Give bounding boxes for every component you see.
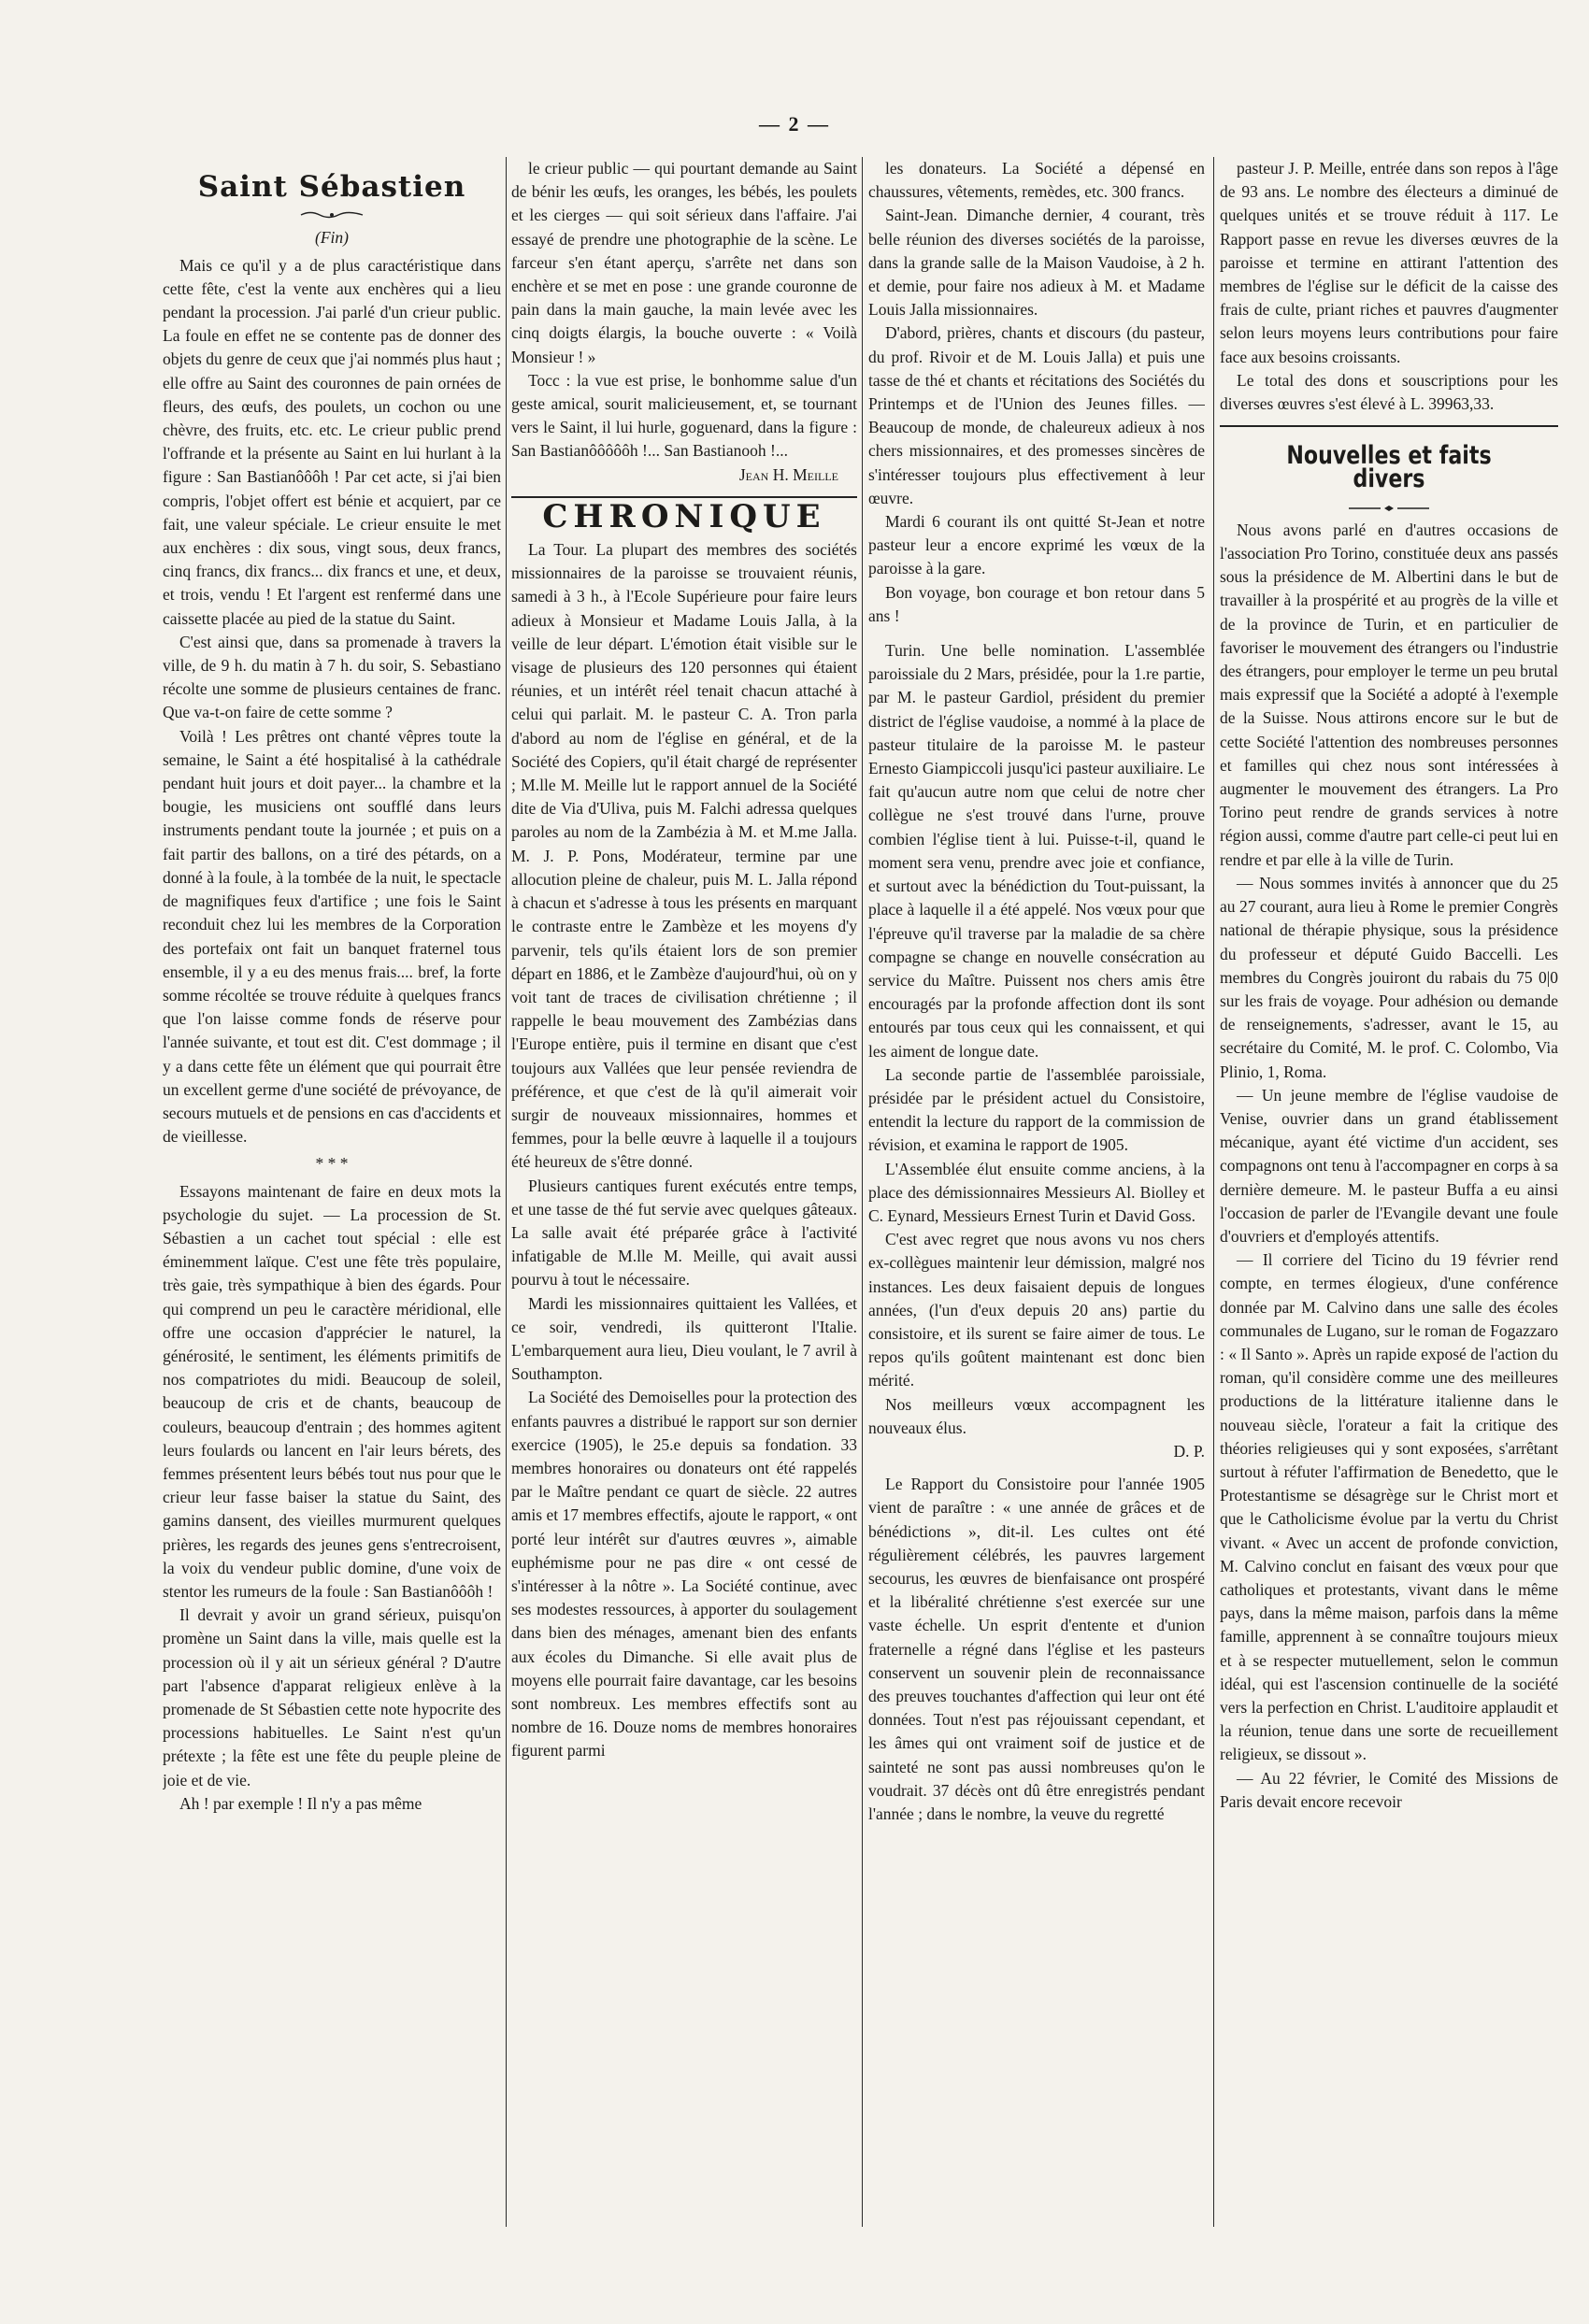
paragraph: La Tour. La plupart des membres des sociétés missionnaires de la paroisse se trouvaient réunis, samedi à 3 h., à l'Ecole Supérieure pour faire leurs adieux à Monsieur et Madame Louis Jalla, à la veille de leur départ. L'émotion était visible sur le visage de plusieurs des 120 personnes qui étaient réunies, et un intérêt réel tenait chacun attaché à celui qui parlait. M. le pasteur C. A. Tron parla d'abord au nom de l'église en général, et de la Société des Copiers, qu'il était chargé de représenter ; M.lle M. Meille lut le rapport annuel de la Société dite de Via d'Uliva, puis M. Falchi adressa quelques paroles au nom de la Zambézia à M. et M.me Jalla. M. J. P. Pons, Modérateur, termine par une allocution pleine de chaleur, puis M. L. Jalla répond à chacun et s'adresse à tous les présents en marquant le contraste entre le Zambèze et les moyens d'y parvenir, tels qu'ils étaient lors de son premier départ en 1886, et le Zambèze d'aujourd'hui, où on y voit tant de traces de civilisation chrétienne ; il rappelle le beau mouvement des Zambézias dans l'Europe entière, puis il termine en disant que c'est toujours aux Vallées que leur pensée reviendra de préférence, et que c'est de là qu'il aimerait voir surgir de nouveaux missionnaires, hommes et femmes, pour la belle œuvre à laquelle il a toujours été heureux de s'être donné. — [511, 540, 857, 1172]
paragraph: Tocc : la vue est prise, le bonhomme salue d'un geste amical, sourit malicieusement, et, se tournant vers le Saint, il lui hurle, goguenard, dans la figure : San Bastianôôôôôh !... San Bastianooh !... — [511, 370, 857, 461]
column-4 — [1220, 157, 1558, 2231]
paragraph: Mardi les missionnaires quittaient les Vallées, et ce soir, vendredi, ils quitteront l'Italie. L'embarquement aura lieu, Dieu voulant, le 7 avril à Southampton. — [511, 1293, 857, 1384]
paragraph: Nos meilleurs vœux accompagnent les nouveaux élus. — [868, 1394, 1205, 1437]
paragraph: Bon voyage, bon courage et bon retour dans 5 ans ! — [868, 582, 1205, 625]
page-number: — 2 — — [759, 112, 830, 135]
paragraph: Mardi 6 courant ils ont quitté St-Jean et notre pasteur leur a encore exprimé les vœux de la paroisse à la gare. — [868, 512, 1205, 578]
paragraph: Le Rapport du Consistoire pour l'année 1905 vient de paraître : « une année de grâces et de bénédictions », dit-il. Les cultes ont été régulièrement célébrés, les pauvres largement secourus, les œuvres de bienfaisance ont prospéré et la libéralité chrétienne s'est exercée sur une vaste échelle. Un esprit d'entente et d'union fraternelle a régné dans l'église et les pasteurs conservent un souvenir plein de reconnaissance des preuves touchantes d'affection qui leur ont été données. Tout n'est pas réjouissant cependant, et les âmes qui ont vraiment soif de justice et de sainteté ne sont pas aussi nombreuses qu'on le voudrait. 37 décès ont dû être enregistrés pendant l'année ; dans le nombre, la veuve du regretté — [868, 1475, 1205, 1824]
section-title: Nouvelles et faits divers — [1286, 441, 1492, 494]
article-subtitle: (Fin) — [315, 228, 349, 248]
column-2 — [511, 157, 857, 2231]
paragraph: pasteur J. P. Meille, entrée dans son repos à l'âge de 93 ans. Le nombre des électeurs a diminué de quelques unités et se trouve réduit à 117. Le Rapport passe en revue les diverses œuvres de la paroisse et termine en attirant l'attention des membres de l'église sur le déficit de la caisse des frais de culte, priant riches et pauvres d'augmenter selon leurs moyens leurs contributions pour faire face aux besoins croissants. — [1220, 159, 1558, 366]
section-title: CHRONIQUE — [542, 497, 826, 535]
paragraph: le crieur public — qui pourtant demande au Saint de bénir les œufs, les oranges, les bébés, les poulets et les cierges — qui soit sérieux dans l'affaire. J'ai essayé de prendre une photographie de la scène. Le farceur s'en étant aperçu, s'arrête net dans son enchère et se met en pose : une grande couronne de pain dans la main gauche, la main levée avec les cinq doigts élargis, la bouche ouverte : « Voilà Monsieur ! » — [511, 159, 857, 366]
paragraph: — Il corriere del Ticino du 19 février rend compte, en termes élogieux, d'une conférence donnée par M. Calvino dans une salle des écoles communales de Lugano, sur le roman de Fogazzaro : « Il Santo ». Après un rapide exposé de l'action du roman, qu'il considère comme une des meilleures productions de la littérature italienne dans le nouveau siècle, l'orateur a fait la critique des théories religieuses qui y sont exposées, s'arrêtant surtout à réfuter l'affirmation de Benedetto, que le Protestantisme se désagrège sur le Christ mort et que le Catholicisme évolue par la vertu du Christ vivant. « Avec un accent de profonde conviction, M. Calvino conclut en faisant des vœux pour que catholiques et protestants, vivant dans le même pays, dans la même maison, parfois dans la même famille, apprennent à se connaître toujours mieux et à se respecter mutuellement, selon le commun idéal, qui est l'ascension continuelle de la société vers la perfection en Christ. L'auditoire applaudit et la réunion, tenue dans une sorte de recueillement religieux, se dissout ». — [1220, 1250, 1558, 1764]
paragraph: Nous avons parlé en d'autres occasions de l'association Pro Torino, constituée deux ans passés sous la présidence de M. Albertini dans le but de travailler à la prospérité et au progrès de la ville et de la province de Turin, et en particulier de favoriser le mouvement des étrangers ou l'industrie des étrangers, pour employer le terme un peu brutal mais expressif que la Société a adopté à l'exemple de la Suisse. Nous attirons encore sur le but de cette Société l'attention des nombreuses personnes et familles qui chez nous sont intéressées à augmenter le mouvement des étrangers. La Pro Torino peut rendre de grands services à notre région aussi, comme d'autre part celle-ci peut lui en rendre et par elle à la ville de Turin. — [1220, 520, 1558, 869]
article-headline: Saint Sébastien — [197, 170, 466, 204]
paragraph: Turin. Une belle nomination. L'assemblée paroissiale du 2 Mars, présidée, pour la 1.re partie, par M. le pasteur Gardiol, président du premier district de l'église vaudoise, a nommé à la place de pasteur titulaire de la paroisse M. le pasteur Ernesto Giampiccoli jusqu'ici pasteur auxiliaire. Le fait qu'aucun autre nom que celui de notre cher collègue ne s'est trouvé dans l'urne, prouve combien l'église tient à lui. Puisse-t-il, quand le moment sera venu, prendre avec joie et confiance, et surtout avec la bénédiction du Tout-puissant, la place à laquelle il a été appelé. Nos vœux pour que l'épreuve qu'il traverse par la maladie de sa chère compagne se change en nouvelle consécration au service du Maître. Puissent nos chers amis être encouragés par la profonde affection dont ils sont entourés par tous ceux qui les connaissent, et qui les aiment de longue date. — [868, 641, 1205, 1061]
paragraph: Ah ! par exemple ! Il n'y a pas même — [179, 1793, 422, 1813]
author-signature: D. P. — [1173, 1441, 1205, 1461]
paragraph: Le total des dons et souscriptions pour les diverses œuvres s'est élevé à L. 39963,33. — [1220, 370, 1558, 414]
paragraph: — Un jeune membre de l'église vaudoise de Venise, ouvrier dans un grand établissement mécanique, ayant été victime d'un accident, ses compagnons ont tenu à l'accompagner en corps à sa dernière demeure. M. le pasteur Buffa a eu ainsi l'occasion de parler de l'Evangile devant une foule d'ouvriers et d'employés attentifs. — [1220, 1085, 1558, 1246]
flourish-ornament — [163, 203, 501, 226]
paragraph: — Au 22 février, le Comité des Missions de Paris devait encore recevoir — [1220, 1768, 1558, 1811]
paragraph: Il devrait y avoir un grand sérieux, puisqu'on promène un Saint dans la ville, mais quelle est la procession où il y ait un sérieux général ? D'autre part l'absence d'apparat religieux enlève à la promenade de St Sébastien cette note hypocrite des processions habituelles. Le Saint n'est qu'un prétexte ; la fête est une fête du peuple pleine de joie et de vie. — [163, 1605, 501, 1789]
column-divider — [862, 157, 863, 2227]
paragraph: C'est avec regret que nous avons vu nos chers ex-collègues maintenir leur démission, malgré nos instances. Les deux faisaient depuis de longues années, (l'un d'eux depuis 20 ans) partie du consistoire, et ils surent se faire aimer de tous. Le repos qu'ils goûtent maintenant est donc bien mérité. — [868, 1230, 1205, 1390]
paragraph: L'Assemblée élut ensuite comme anciens, à la place des démissionnaires Messieurs Al. Biolley et C. Eynard, Messieurs Ernest Turin et David Goss. — [868, 1159, 1205, 1225]
paragraph: — Nous sommes invités à annoncer que du 25 au 27 courant, aura lieu à Rome le premier Congrès national de thérapie physique, sous la présidence du professeur et député Guido Baccelli. Les membres du Congrès jouiront du rabais du 75 0|0 sur les frais de voyage. Pour adhésion ou demande de renseignements, s'adresser, avant le 15, au secrétaire du Comité, M. le prof. C. Colombo, Via Plinio, 1, Roma. — [1220, 873, 1558, 1081]
column-3 — [868, 157, 1205, 2231]
paragraph: D'abord, prières, chants et discours (du pasteur, du prof. Rivoir et de M. Louis Jalla) et puis une tasse de thé et chants et récitations des Sociétés du Printemps et de l'Union des Jeunes filles. — Beaucoup de monde, de chaleureux adieux à nos chers missionnaires, et des promesses sincères de s'intéresser toujours plus effectivement à leur œuvre. — [868, 323, 1205, 507]
paragraph: Plusieurs cantiques furent exécutés entre temps, et une tasse de thé fut servie avec quelques gâteaux. La salle avait été préparée grâce à l'activité infatigable de M.lle M. Meille, qui avait aussi pourvu à tout le nécessaire. — [511, 1176, 857, 1290]
flourish-ornament — [1220, 495, 1558, 519]
paragraph: Voilà ! Les prêtres ont chanté vêpres toute la semaine, le Saint a été hospitalisé à la cathédrale pendant huit jours et doit payer... la chambre et la bougie, les musiciens ont soufflé dans leurs instruments pendant toute la journée ; et puis on a fait partir des ballons, on a tiré des pétards, on a donné à la foule, à la tombée de la nuit, le spectacle de magnifiques feux d'artifice ; une fois le Saint reconduit chez lui les membres de la Corporation des portefaix ont fait un banquet fraternel tous ensemble, il y a eu des menus frais.... bref, la forte somme récoltée se trouve réduite à quelques francs que l'on laisse comme fonds de réserve pour l'année suivante, et tout est dit. C'est dommage ; il y a dans cette fête un élément que qui pourrait être un excellent germe d'une société de prévoyance, de secours mutuels et de pensions en cas d'accidents et de vieillesse. — [163, 726, 501, 1147]
paragraph: Essayons maintenant de faire en deux mots la psychologie du sujet. — La procession de St. Sébastien a un cachet tout spécial : elle est éminemment laïque. C'est une fête très populaire, très gaie, très sympathique à bien des égards. Pour qui comprend un peu le caractère méridional, elle offre une occasion d'apprécier le naturel, la générosité, le sentiment, les éléments primitifs de nos compatriotes du midi. Beaucoup de soleil, beaucoup de cris et de chants, beaucoup de couleurs, beaucoup d'entrain ; des hommes agitent leurs foulards ou lancent en l'air leurs bérets, des femmes présentent leurs bébés tout nus pour que le crieur leur fasse baiser la statue du Saint, des gamins dansent, des vieilles murmurent quelques prières, les regards des jeunes gens s'entrecroisent, la voix du vendeur public domine, d'une voix de stentor les rumeurs de la foule : San Bastianôôôh ! — [163, 1181, 501, 1601]
section-divider — [1220, 425, 1558, 427]
author-signature: Jean H. Meille — [738, 464, 838, 484]
column-divider — [1213, 157, 1214, 2227]
paragraph: Saint-Jean. Dimanche dernier, 4 courant, très belle réunion des diverses sociétés de la paroisse, dans la grande salle de la Maison Vaudoise, à 2 h. et demie, pour faire nos adieux à M. et Madame Louis Jalla missionnaires. — [868, 206, 1205, 320]
column-divider — [506, 157, 507, 2227]
paragraph: C'est ainsi que, dans sa promenade à travers la ville, de 9 h. du matin à 7 h. du soir, S. Sebastiano récolte une somme de plusieurs centaines de franc. Que va-t-on faire de cette somme ? — [163, 632, 501, 722]
paragraph: La Société des Demoiselles pour la protection des enfants pauvres a distribué le rapport sur son dernier exercice (1905), le 25.e depuis sa fondation. 33 membres honoraires ou donateurs ont été rappelés par le Maître pendant ce quart de siècle. 22 autres amis et 17 membres effectifs, ajoute le rapport, « ont porté leur intérêt sur d'autres œuvres », aimable euphémisme pour ne pas dire « ont cessé de s'intéresser à la nôtre ». La Société continue, avec ses modestes ressources, à apporter du soulagement dans bien des ménages, amenant bien des enfants aux écoles du Dimanche. Si elle avait plus de moyens elle pourrait faire davantage, car les besoins sont nombreux. Les membres effectifs sont au nombre de 16. Douze noms de membres honoraires figurent parmi — [511, 1388, 857, 1761]
paragraph: Mais ce qu'il y a de plus caractéristique dans cette fête, c'est la vente aux enchères qui a lieu pendant la procession. J'ai parlé d'un crieur public. La foule en effet ne se contente pas de donner des objets du genre de ceux que j'ai nommés plus haut ; elle offre au Saint des couronnes de pain ornées de fleurs, des œufs, des poulets, un cochon ou une chèvre, des fruits, etc. etc. Le crieur public prend l'offrande et la présente au Saint en lui hurlant à la figure : San Bastianôôôh ! Par cet acte, si j'ai bien compris, l'objet offert est bénie et acquiert, par ce fait, une valeur spéciale. Le crieur ensuite le met aux enchères : dix sous, vingt sous, deux francs, cinq francs, dix francs... dix francs et une, et deux, et trois, vendu ! Et l'argent est renfermé dans une caissette placée au pied de la statue du Saint. — [163, 255, 501, 628]
paragraph: les donateurs. La Société a dépensé en chaussures, vêtements, remèdes, etc. 300 francs. — [868, 159, 1205, 202]
paragraph: La seconde partie de l'assemblée paroissiale, présidée par le président actuel du Consistoire, entendit la lecture du rapport de la commission de révision, et examina le rapport de 1905. — [868, 1064, 1205, 1155]
section-stars: * * * — [315, 1154, 349, 1174]
column-1 — [163, 157, 501, 2231]
